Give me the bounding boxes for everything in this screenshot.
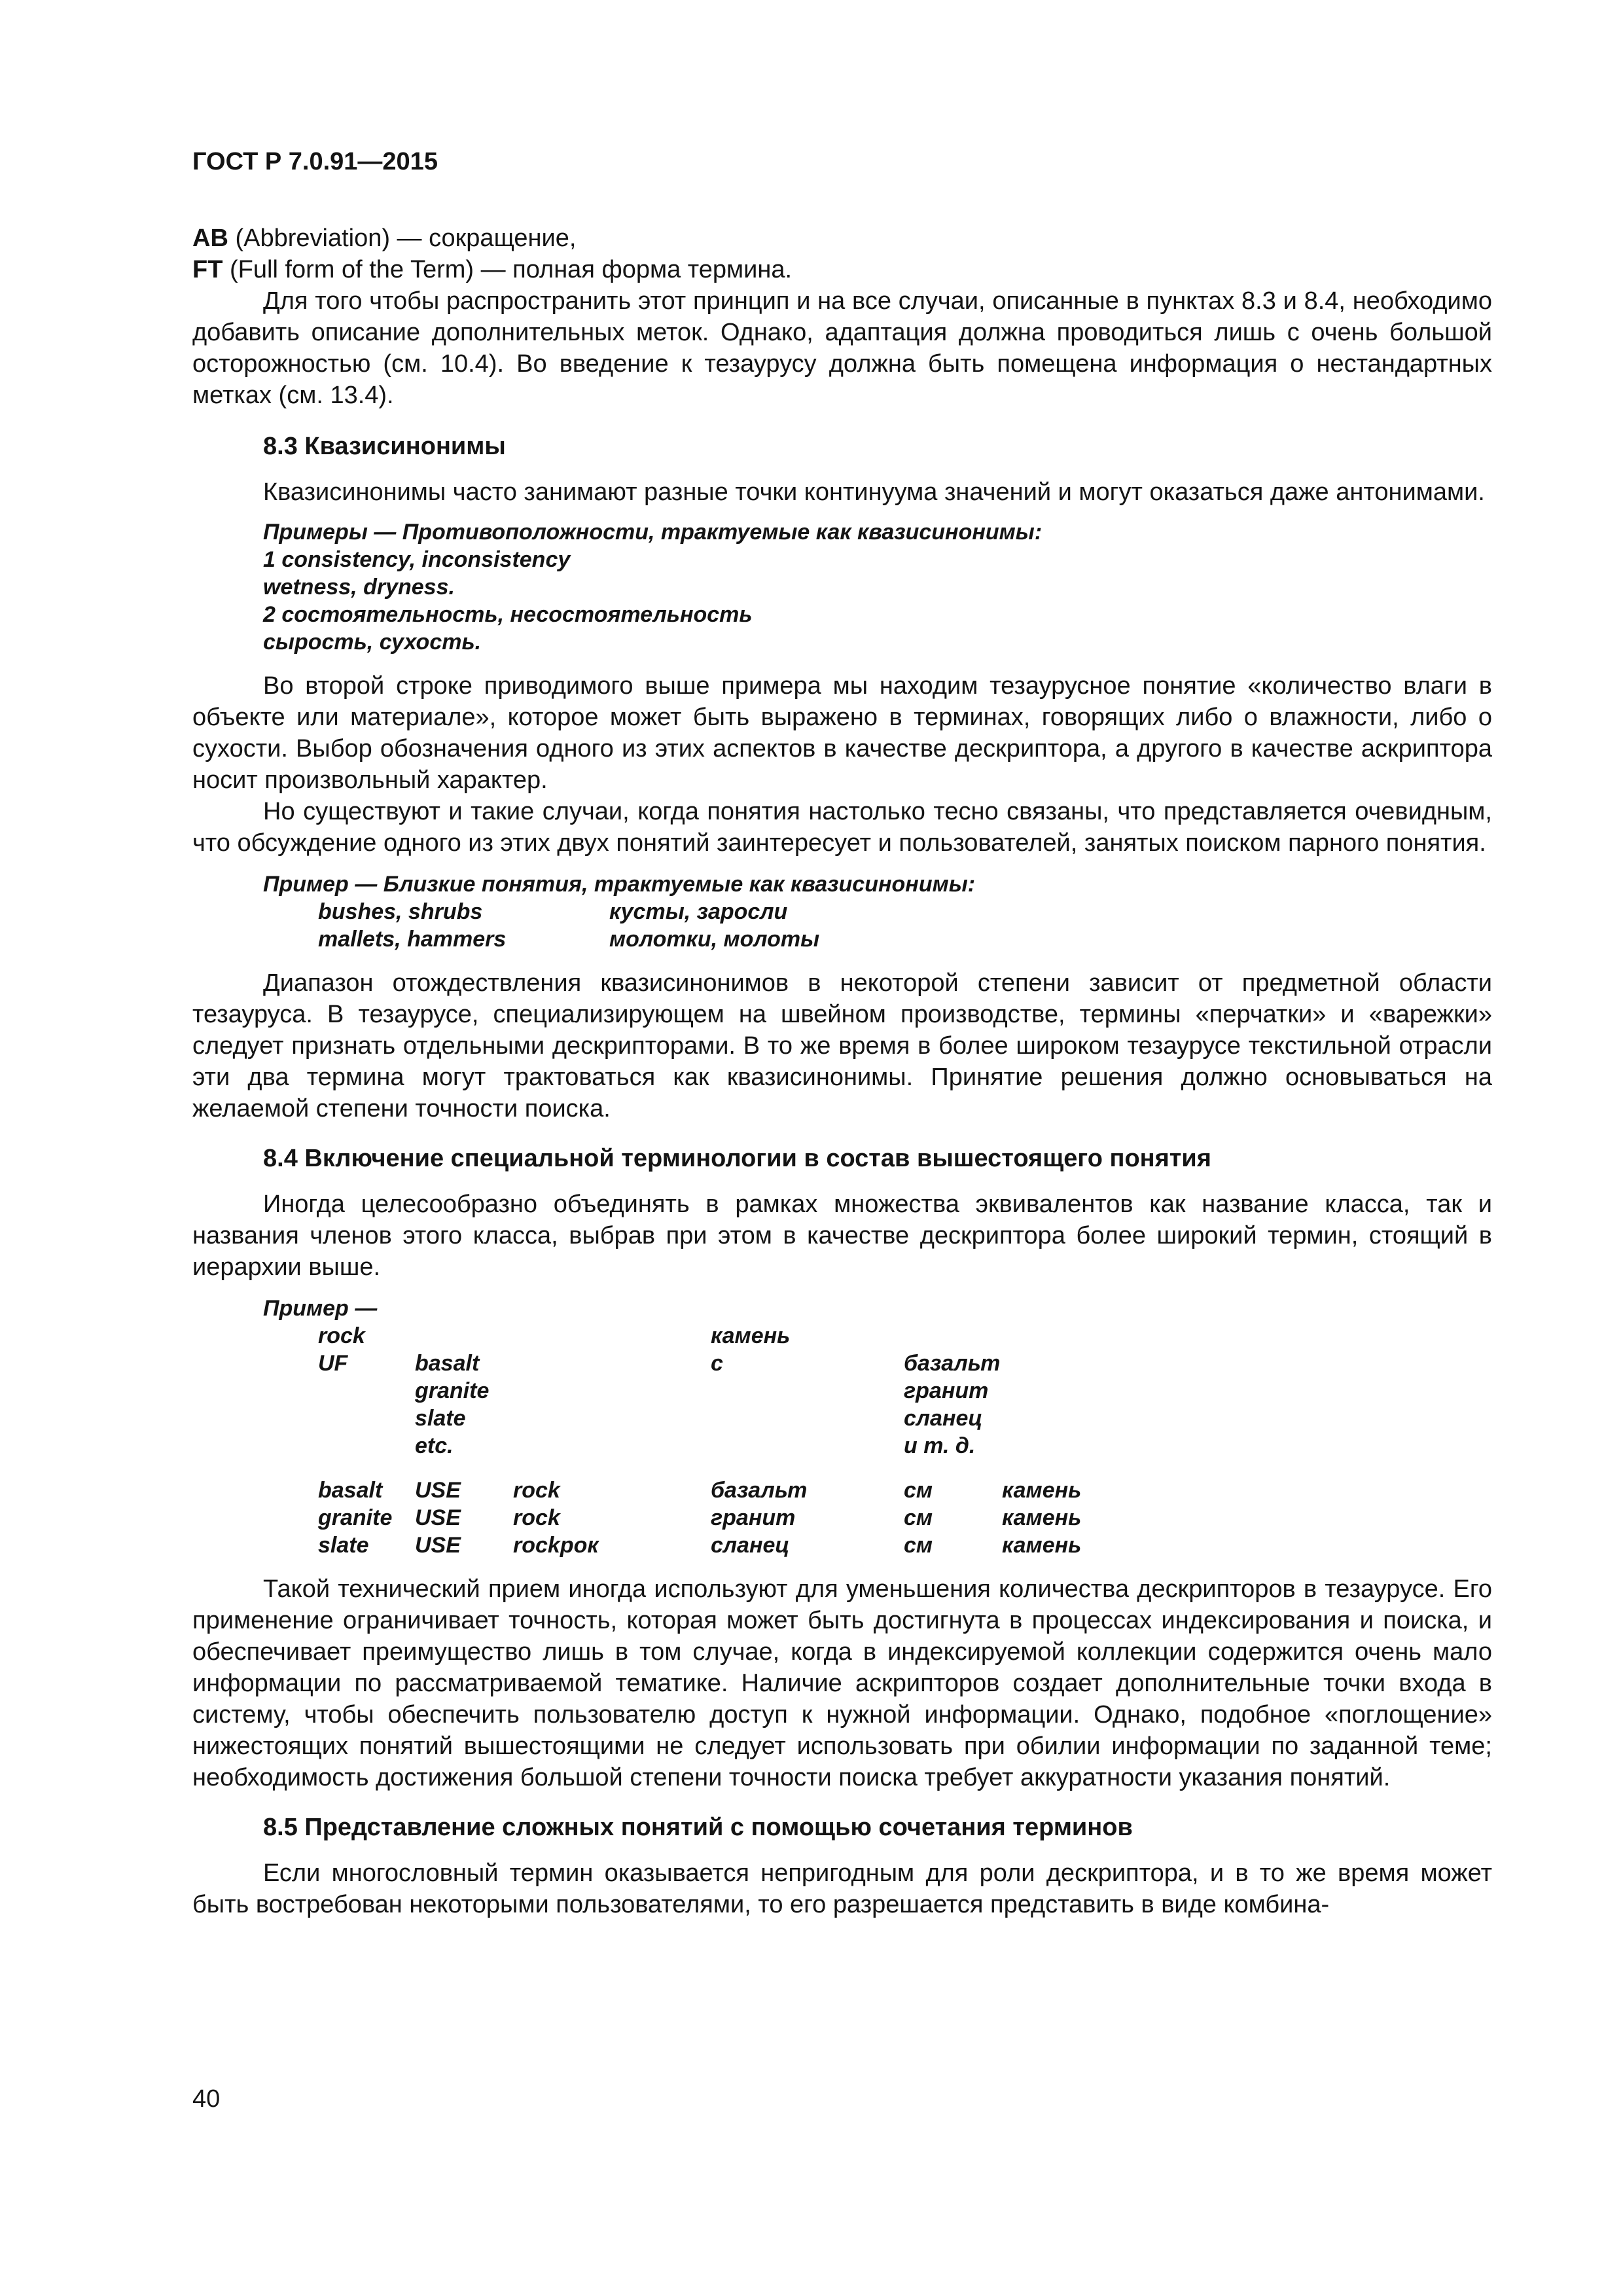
paragraph: Квазисинонимы часто занимают разные точки континуума значений и могут оказаться даже антонимами.	[263, 478, 1485, 506]
table-cell: rock	[513, 1478, 560, 1503]
table-cell	[711, 1405, 904, 1432]
table-cell: см	[904, 1533, 933, 1558]
page-number: 40	[192, 2085, 221, 2113]
table-cell: камень	[1002, 1505, 1082, 1530]
table-cell: basalt	[318, 1478, 383, 1503]
example-pair	[192, 925, 1492, 953]
table-cell: basalt	[415, 1351, 480, 1376]
table-cell: UF	[318, 1351, 348, 1376]
paragraph: Диапазон отождествления квазисинонимов в некоторой степени зависит от предметной области тезауруса. В тезаурусе, специализирующем на швейном производстве, термины «перчатки» и «варежки» следует признать отдельными дескрипторами. В то же время в более широком тезаурусе текстильной отрасли эти два термина могут трактоваться как квазисинонимы. Принятие решения должно основываться на желаемой степени точности поиска.	[192, 969, 1492, 1122]
table-cell: и т. д.	[904, 1433, 976, 1458]
table-row	[318, 1377, 1107, 1405]
table-cell	[1002, 1405, 1107, 1432]
paragraph: Такой технический прием иногда используют для уменьшения количества дескрипторов в тезаурусе. Его применение ограничивает точность, которая может быть достигнута в процессах индексирования и поиска, и обеспечивает преимущество лишь в том случае, когда в индексируемой коллекции содержится очень мало информации по рассматриваемой тематике. Наличие аскрипторов создает дополнительные точки входа в систему, чтобы обеспечить пользователю доступ к нужной информации. Однако, подобное «поглощение» нижестоящих понятий вышестоящими не следует использовать при обилии информации по заданной теме; необходимость достижения большой степени точности поиска требует аккуратности указания понятий.	[192, 1575, 1492, 1791]
table-cell: камень	[1002, 1478, 1082, 1503]
example-caption: Пример — Близкие понятия, трактуемые как квазисинонимы:	[263, 872, 976, 897]
table-cell	[711, 1432, 904, 1460]
example-line: wetness, dryness.	[263, 575, 455, 600]
table-cell: сланец	[904, 1406, 983, 1431]
table-cell: granite	[415, 1378, 490, 1403]
table-cell	[1002, 1322, 1107, 1350]
term-table	[318, 1322, 1107, 1559]
abbreviation-line	[192, 254, 1492, 285]
table-cell: USE	[415, 1505, 461, 1530]
table-cell: granite	[318, 1505, 393, 1530]
table-cell: сланец	[711, 1533, 790, 1558]
table-cell: базальт	[711, 1478, 808, 1503]
table-cell: etc.	[415, 1433, 454, 1458]
paragraph: Но существуют и такие случаи, когда понятия настолько тесно связаны, что представляется очевидным, что обсуждение одного из этих двух понятий заинтересует и пользователей, занятых поиском парного понятия.	[192, 798, 1492, 857]
table-row	[318, 1405, 1107, 1432]
table-row	[318, 1432, 1107, 1460]
table-cell	[1002, 1377, 1107, 1405]
table-cell	[318, 1405, 415, 1432]
table-cell	[513, 1432, 711, 1460]
table-cell: с	[711, 1351, 723, 1376]
abbreviation-code: AB	[192, 224, 228, 252]
table-spacer	[318, 1460, 1107, 1477]
table-cell: USE	[415, 1478, 461, 1503]
table-row	[318, 1532, 1107, 1559]
table-cell: slate	[318, 1533, 369, 1558]
table-row	[318, 1504, 1107, 1532]
section-heading: 8.4 Включение специальной терминологии в состав вышестоящего понятия	[263, 1145, 1211, 1172]
paragraph: Иногда целесообразно объединять в рамках множества эквивалентов как название класса, так и названия членов этого класса, выбрав при этом в качестве дескриптора более широкий термин, стоящий в иерархии выше.	[192, 1191, 1492, 1281]
paragraph: Для того чтобы распространить этот принцип и на все случаи, описанные в пунктах 8.3 и 8.4, необходимо добавить описание дополнительных меток. Однако, адаптация должна проводиться лишь с очень большой осторожностью (см. 10.4). Во введение к тезаурусу должна быть помещена информация о нестандартных метках (см. 13.4).	[192, 287, 1492, 409]
english-term: mallets, hammers	[318, 927, 507, 952]
table-cell: USE	[415, 1533, 461, 1558]
example-pair	[192, 898, 1492, 925]
table-cell: базальт	[904, 1351, 1001, 1376]
table-cell: см	[904, 1478, 933, 1503]
paragraph: Во второй строке приводимого выше примера мы находим тезаурусное понятие «количество влаги в объекте или материале», которое может быть выражено в терминах, говорящих либо о влажности, либо о сухости. Выбор обозначения одного из этих аспектов в качестве дескриптора, а другого в качестве аскриптора носит произвольный характер.	[192, 672, 1492, 794]
table-cell	[415, 1322, 513, 1350]
abbreviation-code: FT	[192, 256, 223, 283]
table-cell	[318, 1432, 415, 1460]
table-cell	[904, 1322, 1002, 1350]
example-line: 1 consistency, inconsistency	[263, 547, 571, 572]
russian-term: молотки, молоты	[609, 927, 820, 952]
table-cell	[513, 1405, 711, 1432]
abbreviation-text: (Full form of the Term) — полная форма термина.	[223, 256, 793, 283]
table-cell	[711, 1377, 904, 1405]
abbreviation-line	[192, 223, 1492, 254]
table-cell: камень	[711, 1323, 791, 1348]
table-row	[318, 1322, 1107, 1350]
paragraph: Если многословный термин оказывается непригодным для роли дескриптора, и в то же время может быть востребован некоторыми пользователями, то его разрешается представить в виде комбина-	[192, 1859, 1492, 1918]
table-cell: rock	[318, 1323, 365, 1348]
english-term: bushes, shrubs	[318, 899, 483, 924]
table-cell: гранит	[904, 1378, 989, 1403]
example-block	[192, 518, 1492, 656]
example-line: 2 состоятельность, несостоятельность	[263, 602, 753, 627]
abbreviation-text: (Abbreviation) — сокращение,	[228, 224, 577, 252]
table-cell	[513, 1350, 711, 1377]
table-row	[318, 1350, 1107, 1377]
section-heading: 8.5 Представление сложных понятий с помощью сочетания терминов	[263, 1814, 1133, 1841]
example-line: сырость, сухость.	[263, 630, 482, 655]
table-cell	[513, 1322, 711, 1350]
table-cell	[318, 1377, 415, 1405]
page-content	[192, 223, 1492, 1920]
table-row	[318, 1477, 1107, 1504]
table-cell: rockрок	[513, 1533, 599, 1558]
table-cell: камень	[1002, 1533, 1082, 1558]
table-cell	[513, 1377, 711, 1405]
example-caption: Примеры — Противоположности, трактуемые как квазисинонимы:	[263, 520, 1043, 545]
example-caption: Пример —	[263, 1296, 378, 1321]
table-cell: гранит	[711, 1505, 796, 1530]
table-cell: rock	[513, 1505, 560, 1530]
table-cell: slate	[415, 1406, 466, 1431]
example-block	[192, 1295, 1492, 1559]
example-block	[192, 870, 1492, 953]
document-header: ГОСТ Р 7.0.91—2015	[192, 148, 438, 175]
table-cell: см	[904, 1505, 933, 1530]
table-cell	[1002, 1432, 1107, 1460]
table-cell	[1002, 1350, 1107, 1377]
russian-term: кусты, заросли	[609, 899, 788, 924]
section-heading: 8.3 Квазисинонимы	[263, 433, 506, 460]
